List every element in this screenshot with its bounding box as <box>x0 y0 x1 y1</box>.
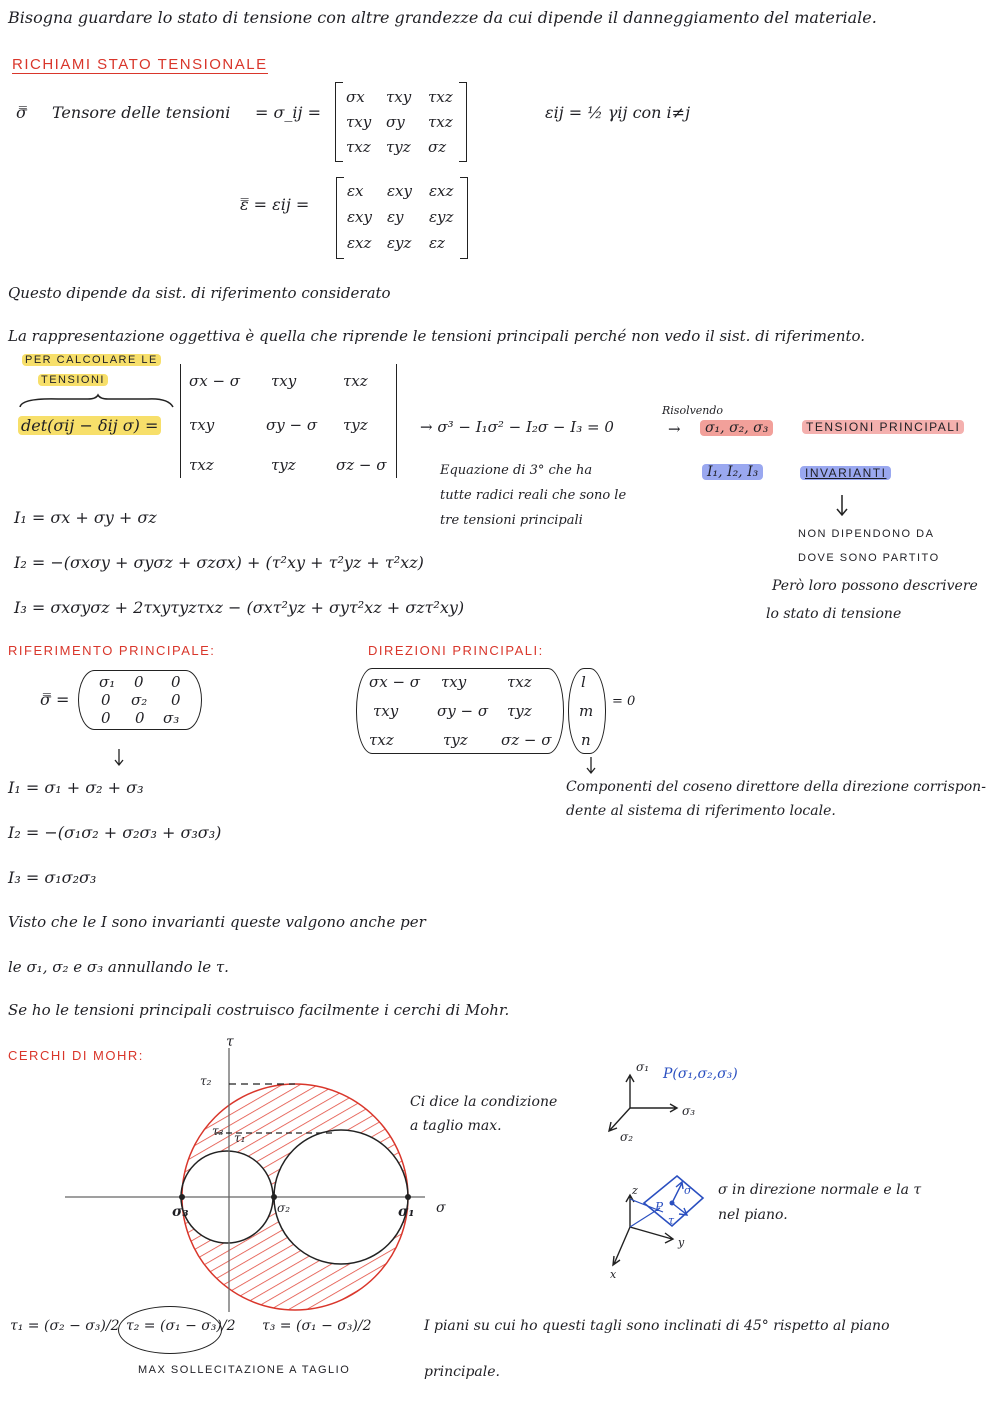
det-cell: σz − σ <box>336 456 387 474</box>
elem-x: x <box>610 1268 617 1281</box>
pm-cell: σ₂ <box>131 691 148 709</box>
tau3-formula: τ₃ = (σ₁ − σ₃)/2 <box>262 1318 372 1334</box>
pm-cell: σ₃ <box>163 709 180 727</box>
planes-note-2: principale. <box>424 1364 500 1380</box>
dir-rhs: = 0 <box>612 694 636 709</box>
tau2-formula: τ₂ = (σ₁ − σ₃)/2 <box>126 1318 236 1334</box>
strain-cell: εz <box>429 234 445 252</box>
roots: σ₁, σ₂, σ₃ <box>700 420 773 436</box>
strain-cell: εxz <box>429 182 454 200</box>
cubic-note-2: tutte radici reali che sono le <box>440 488 627 503</box>
pm-cell: 0 <box>134 673 144 691</box>
principal-stresses-label: TENSIONI PRINCIPALI <box>802 420 964 434</box>
pm-cell: 0 <box>135 709 145 727</box>
elem-p: P <box>655 1200 664 1214</box>
dir-note-1: Componenti del coseno direttore della direzione corrispon- <box>566 779 986 795</box>
det-cell: τyz <box>343 416 368 434</box>
I2-formula: I₂ = −(σxσy + σyσz + σzσx) + (τ²xy + τ²yz + τ²xz) <box>14 553 424 572</box>
strain-cell: εyz <box>429 208 454 226</box>
pm-cell: σ₁ <box>99 673 116 691</box>
det-cell: σy − σ <box>266 416 318 434</box>
stress-cell: σx <box>346 88 365 106</box>
strain-label: ε̿ = εij = <box>240 195 310 214</box>
axis3d-s2: σ₂ <box>620 1130 634 1144</box>
det-cell: τxy <box>189 416 215 434</box>
stress-cell: τyz <box>386 138 411 156</box>
solving-arrow: → <box>668 420 681 438</box>
det-cell: σx − σ <box>189 372 241 390</box>
invariants-label: INVARIANTI <box>800 466 891 480</box>
strain-cell: εxz <box>347 234 372 252</box>
pm-cell: 0 <box>171 673 181 691</box>
para-2: le σ₁, σ₂ e σ₃ annullando le τ. <box>8 958 229 976</box>
objective-text: La rappresentazione oggettiva è quella che riprende le tensioni principali perché non vedo il sist. di riferimento. <box>8 327 866 345</box>
dir-cell: τxz <box>507 673 532 691</box>
heading-mohr: CERCHI DI MOHR: <box>8 1048 144 1063</box>
det-cell: τxz <box>343 372 368 390</box>
calc-highlight-1: PER CALCOLARE LE <box>22 354 161 366</box>
strain-relation: εij = ½ γij con i≠j <box>545 103 691 122</box>
heading-direzioni: DIREZIONI PRINCIPALI: <box>368 643 544 658</box>
elem-note-1: σ in direzione normale e la τ <box>718 1182 922 1198</box>
dir-cell: τyz <box>507 702 532 720</box>
elem-y: y <box>678 1236 685 1249</box>
mohr-note-2: a taglio max. <box>410 1118 502 1134</box>
point-label: P(σ₁,σ₂,σ₃) <box>663 1066 738 1082</box>
det-cell: τxz <box>189 456 214 474</box>
tensor-symbol: σ̿ <box>16 103 27 122</box>
label-s3: σ₃ <box>172 1204 189 1220</box>
vector-cell: m <box>579 702 594 720</box>
label-s1: σ₁ <box>398 1204 415 1220</box>
para-1: Visto che le I sono invarianti queste valgono anche per <box>8 913 426 931</box>
intro-text: Bisogna guardare lo stato di tensione con altre grandezze da cui dipende il danneggiamento del materiale. <box>8 8 877 27</box>
inv-note-4: lo stato di tensione <box>766 606 902 622</box>
elem-z: z <box>632 1184 638 1197</box>
solving-label: Risolvendo <box>662 404 724 417</box>
stress-cell: σz <box>428 138 447 156</box>
ref-note: Questo dipende da sist. di riferimento considerato <box>8 284 391 302</box>
planes-note-1: I piani su cui ho questi tagli sono inclinati di 45° rispetto al piano <box>424 1318 890 1334</box>
label-s2: σ₂ <box>277 1201 291 1215</box>
dir-cell: σy − σ <box>437 702 489 720</box>
stress-cell: τxy <box>386 88 412 106</box>
elem-note-2: nel piano. <box>718 1207 788 1223</box>
dir-cell: σz − σ <box>501 731 552 749</box>
dir-cell: σx − σ <box>369 673 421 691</box>
vector-cell: l <box>581 673 586 691</box>
dir-cell: τyz <box>443 731 468 749</box>
calc-highlight-2: TENSIONI <box>38 374 108 386</box>
elem-tau: τ <box>668 1214 675 1227</box>
tensor-eq: = σ_ij = <box>255 103 321 122</box>
dir-note-2: dente al sistema di riferimento locale. <box>566 803 836 819</box>
sigma-axis-label: σ <box>436 1200 446 1216</box>
inv-note-1: NON DIPENDONO DA <box>798 528 935 540</box>
det-cell: τxy <box>271 372 297 390</box>
label-t2: τ₂ <box>200 1074 212 1088</box>
vector-cell: n <box>581 731 591 749</box>
tau-axis-label: τ <box>226 1034 234 1050</box>
stress-cell: τxz <box>428 113 453 131</box>
I1-formula: I₁ = σx + σy + σz <box>14 508 157 527</box>
dir-cell: τxy <box>441 673 467 691</box>
I3-formula: I₃ = σxσyσz + 2τxyτyzτxz − (σxτ²yz + σyτ²xz + σzτ²xy) <box>14 598 465 617</box>
axis3d-s3: σ₃ <box>682 1104 696 1118</box>
pm-cell: 0 <box>101 709 111 727</box>
pI1-formula: I₁ = σ₁ + σ₂ + σ₃ <box>8 778 144 797</box>
max-shear-label: MAX SOLLECITAZIONE A TAGLIO <box>138 1364 351 1376</box>
para-3: Se ho le tensioni principali costruisco facilmente i cerchi di Mohr. <box>8 1001 510 1019</box>
cubic-note-3: tre tensioni principali <box>440 513 583 528</box>
strain-cell: εxy <box>347 208 372 226</box>
pI2-formula: I₂ = −(σ₁σ₂ + σ₂σ₃ + σ₃σ₃) <box>8 823 222 842</box>
cubic-equation: → σ³ − I₁σ² − I₂σ − I₃ = 0 <box>420 418 614 436</box>
principal-matrix-label: σ̿ = <box>40 690 70 709</box>
elem-sigma: σ <box>684 1184 692 1197</box>
heading-riferimento: RIFERIMENTO PRINCIPALE: <box>8 643 216 658</box>
det-label: det(σij − δij σ) = <box>18 416 161 435</box>
dir-cell: τxy <box>373 702 399 720</box>
cubic-note-1: Equazione di 3° che ha <box>440 463 593 478</box>
pI3-formula: I₃ = σ₁σ₂σ₃ <box>8 868 97 887</box>
inv-note-2: DOVE SONO PARTITO <box>798 552 940 564</box>
strain-cell: εyz <box>387 234 412 252</box>
label-t3: τ₃ <box>212 1124 224 1138</box>
pm-cell: 0 <box>101 691 111 709</box>
stress-cell: τxz <box>428 88 453 106</box>
stress-cell: τxy <box>346 113 372 131</box>
dir-cell: τxz <box>369 731 394 749</box>
tensor-label: Tensore delle tensioni <box>52 103 231 122</box>
stress-cell: τxz <box>346 138 371 156</box>
mohr-note-1: Ci dice la condizione <box>410 1094 558 1110</box>
tau1-formula: τ₁ = (σ₂ − σ₃)/2 <box>10 1318 120 1334</box>
strain-cell: εxy <box>387 182 412 200</box>
strain-cell: εx <box>347 182 364 200</box>
strain-cell: εy <box>387 208 404 226</box>
heading-stato-tensionale: RICHIAMI STATO TENSIONALE <box>12 56 268 73</box>
invariants-values: I₁, I₂, I₃ <box>702 464 763 480</box>
det-cell: τyz <box>271 456 296 474</box>
axis3d-s1: σ₁ <box>636 1060 650 1074</box>
inv-note-3: Però loro possono descrivere <box>772 578 978 594</box>
label-t1: τ₁ <box>234 1131 246 1145</box>
pm-cell: 0 <box>171 691 181 709</box>
stress-cell: σy <box>386 113 405 131</box>
